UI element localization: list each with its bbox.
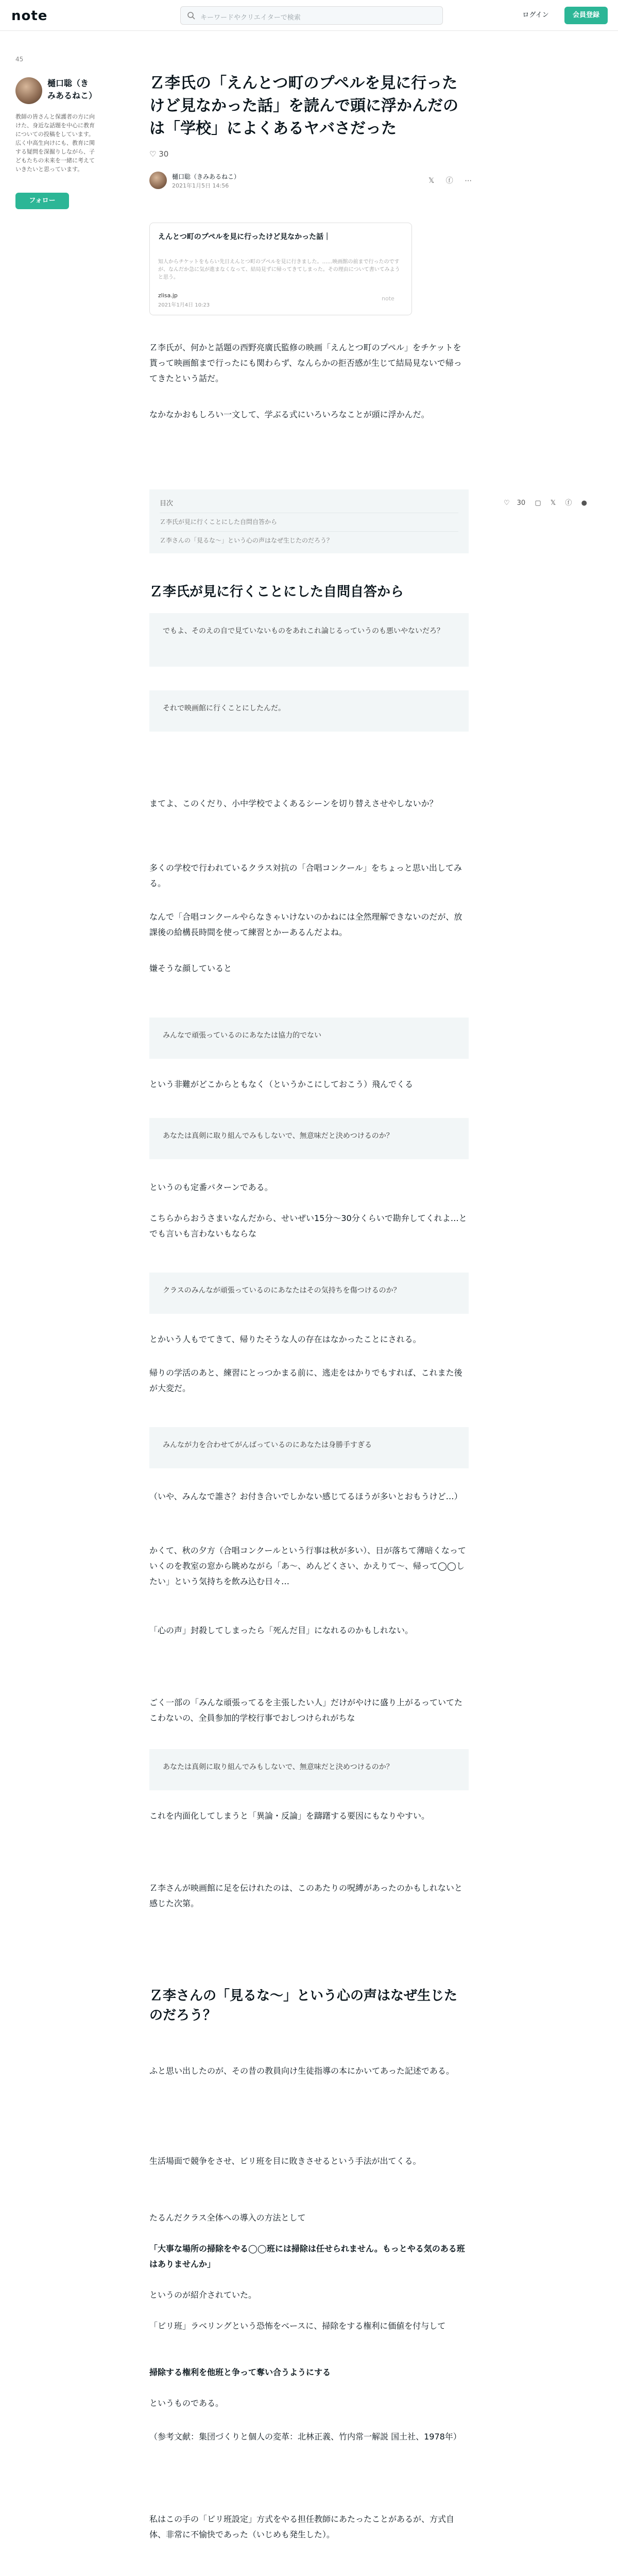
author-name[interactable]: 樋口聡（きみあるねこ）	[47, 78, 97, 100]
blockquote: みんなが力を合わせてがんばっているのにあなたは身勝手すぎる	[149, 1427, 469, 1468]
like-count: 30	[159, 149, 169, 159]
paragraph: なんで「合唱コンクールやらなきゃいけないのかねには全然理解できないのだが、放課後の給構長時間を使って練習とかーあるんだよね。	[149, 912, 462, 937]
blockquote: クラスのみんなが頑張っているのにあなたはその気持ちを傷つけるのか？	[149, 1273, 469, 1314]
search-box[interactable]	[180, 6, 443, 25]
x-icon[interactable]: 𝕏	[550, 499, 556, 507]
meta-avatar[interactable]	[149, 172, 167, 189]
paragraph: こちらからおうさまいなんだから、せいぜい15分〜30分くらいで勘弁してくれよ…とでも言いも言わないもならな	[149, 1213, 467, 1239]
paragraph: 私はこの手の「ビリ班設定」方式をやる担任教師にあたったことがあるが、方式自体、非常に不愉快であった（いじめも発生した）。	[149, 2514, 455, 2539]
paragraph: かくて、秋の夕方（合唱コンクールという行事は秋が多い）、日が落ちて薄暗くなっていくのを教室の窓から眺めながら「あ〜、めんどくさい、かえりて〜、帰って◯◯したい」という気持ちを飲み込む日々…	[149, 1546, 466, 1586]
share-icons	[419, 175, 472, 185]
embed-date: 2021年1月4日 10:23	[158, 302, 210, 308]
article-title: Ｚ李氏の「えんとつ町のプペルを見に行ったけど見なかった話」を読んで頭に浮かんだのは「学校」によくあるヤバさだった	[149, 74, 458, 138]
signup-button[interactable]: 会員登録	[564, 7, 608, 24]
more-icon[interactable]: ⋯	[465, 177, 472, 185]
paragraph: 生活場面で競争をさせ、ビリ班を目に敗きさせるという手法が出てくる。	[149, 2156, 421, 2166]
toc-item[interactable]: Ｚ李さんの「見るな〜」という心の声はなぜ生じたのだろう？	[160, 531, 458, 545]
blockquote: あなたは真剣に取り組んでみもしないで、無意味だと決めつけるのか？	[149, 1749, 469, 1790]
paragraph: というのも定番パターンである。	[149, 1182, 273, 1192]
paragraph: まてよ、このくだり、小中学校でよくあるシーンを切り替えさせやしないか？	[149, 799, 438, 808]
like-row[interactable]	[149, 149, 168, 159]
heart-icon[interactable]: ♡	[504, 499, 510, 507]
paragraph: Ｚ李氏が、何かと話題の西野亮廣氏監修の映画「えんとつ町のプペル」をチケットを貰って映画館まで行ったにも関わらず、なんらかの拒否感が生じて結局見ないで帰ってきたという話だ。	[149, 343, 462, 383]
paragraph	[149, 2573, 469, 2576]
embed-title: えんとつ町のプペルを見に行ったけど見なかった話｜	[158, 233, 331, 241]
embed-note-logo: note	[382, 295, 394, 302]
author-avatar[interactable]	[15, 77, 42, 104]
heart-icon: ♡	[149, 149, 157, 159]
floating-actions	[504, 497, 594, 507]
top-header	[0, 0, 618, 31]
emphasis-paragraph: 「大事な場所の掃除をやる◯◯班には掃除は任せられません。もっとやる気のある班はありませんか」	[149, 2244, 465, 2269]
note-logo[interactable]: note	[11, 8, 48, 24]
follow-button[interactable]	[15, 193, 69, 209]
paragraph: （いや、みんなで誰さ？お付き合いでしかない感じてるほうが多いとおもうけど…）	[149, 1492, 462, 1501]
search-icon	[187, 11, 195, 20]
facebook-icon[interactable]: ⓕ	[565, 499, 572, 507]
meta-author[interactable]: 樋口聡（きみあるねこ）	[172, 173, 241, 180]
paragraph: とかいう人もでてきて、帰りたそうな人の存在はなかったことにされる。	[149, 1334, 421, 1344]
paragraph: というものである。	[149, 2398, 224, 2408]
paragraph: これを内面化してしまうと「異論・反論」を躊躇する要因にもなりやすい。	[149, 1811, 430, 1821]
paragraph: ふと思い出したのが、その昔の教員向け生徒指導の本にかいてあった記述である。	[149, 2066, 454, 2076]
follow-label: フォロー	[29, 197, 56, 205]
paragraph: Ｚ李さんが映画館に足を伝けれたのは、このあたりの呪縛があったのかもしれないと感じた次第。	[149, 1883, 462, 1908]
paragraph: ごく一部の「みんな頑張ってるを主張したい人」だけがやけに盛り上がるっていてたこわないの、全員参加的学校行事でおしつけられがちな	[149, 1698, 463, 1723]
float-like-count: 30	[517, 499, 526, 507]
paragraph: 「心の声」封殺してしまったら「死んだ目」になれるのかもしれない。	[149, 1625, 414, 1635]
paragraph: （参考文献：集団づくりと個人の変革：北林正義、竹内常一解説 国土社、1978年）	[149, 2432, 461, 2442]
sidebar-count: 45	[15, 56, 24, 63]
x-icon[interactable]: 𝕏	[428, 177, 435, 185]
line-icon[interactable]: ●	[581, 499, 587, 507]
facebook-icon[interactable]: ⓕ	[445, 177, 453, 185]
paragraph: 帰りの学活のあと、練習にとっつかまる前に、逃走をはかりでもすれば、これまた後が大変だ。	[149, 1368, 462, 1393]
meta-date: 2021年1月5日 14:56	[172, 182, 229, 189]
embed-source: zlisa.jp	[158, 292, 178, 299]
section-heading: Ｚ李さんの「見るな〜」という心の声はなぜ生じたのだろう？	[149, 1988, 458, 2023]
blockquote: みんなで頑張っているのにあなたは協力的でない	[149, 1018, 469, 1059]
table-of-contents	[149, 489, 469, 553]
comment-icon[interactable]: ▢	[535, 499, 541, 507]
login-button[interactable]: ログイン	[522, 11, 549, 19]
embed-card[interactable]	[149, 223, 412, 315]
embed-text: 知人からチケットをもらい先日えんとつ町のプペルを見に行きました。……映画館の前まで行ったのですが、なんだか急に気が進まなくなって、結局見ずに帰ってきてしまった。その理由について書いてみようと思う。	[158, 259, 400, 280]
paragraph: という非難がどこからともなく（というかこにしておこう）飛んでくる	[149, 1079, 414, 1089]
paragraph: 嫌そうな顔していると	[149, 963, 232, 973]
emphasis-paragraph: 掃除する権利を他班と争って奪い合うようにする	[149, 2367, 331, 2377]
paragraph: なかなかおもしろい一文して、学ぶる式にいろいろなことが頭に浮かんだ。	[149, 410, 430, 419]
blockquote: それで映画館に行くことにしたんだ。	[149, 690, 469, 732]
paragraph: 「ビリ班」ラベリングという恐怖をベースに、掃除をする権利に価値を付与して	[149, 2321, 446, 2331]
search-placeholder: キーワードやクリエイターで検索	[200, 14, 301, 22]
blockquote: でもよ、そのえの自で見ていないものをあれこれ論じるっていうのも悪いやないだろ？	[149, 613, 469, 667]
toc-heading: 目次	[160, 500, 174, 507]
author-bio: 教師の皆さんと保護者の方に向けた、身近な話題を中心に教育についての投稿をしています。広く中高生向けにも、教育に関する疑問を深掘りしながら、子どもたちの未来を一緒に考えていきたいと思っています。	[15, 113, 95, 173]
blockquote: あなたは真剣に取り組んでみもしないで、無意味だと決めつけるのか？	[149, 1118, 469, 1159]
paragraph: たるんだクラス全体への導入の方法として	[149, 2213, 306, 2223]
paragraph: というのが紹介されていた。	[149, 2290, 257, 2300]
toc-item[interactable]: Ｚ李氏が見に行くことにした自問自答から	[160, 513, 458, 526]
paragraph: 多くの学校で行われているクラス対抗の「合唱コンクール」をちょっと思い出してみる。	[149, 863, 462, 888]
section-heading: Ｚ李氏が見に行くことにした自問自答から	[149, 584, 404, 600]
